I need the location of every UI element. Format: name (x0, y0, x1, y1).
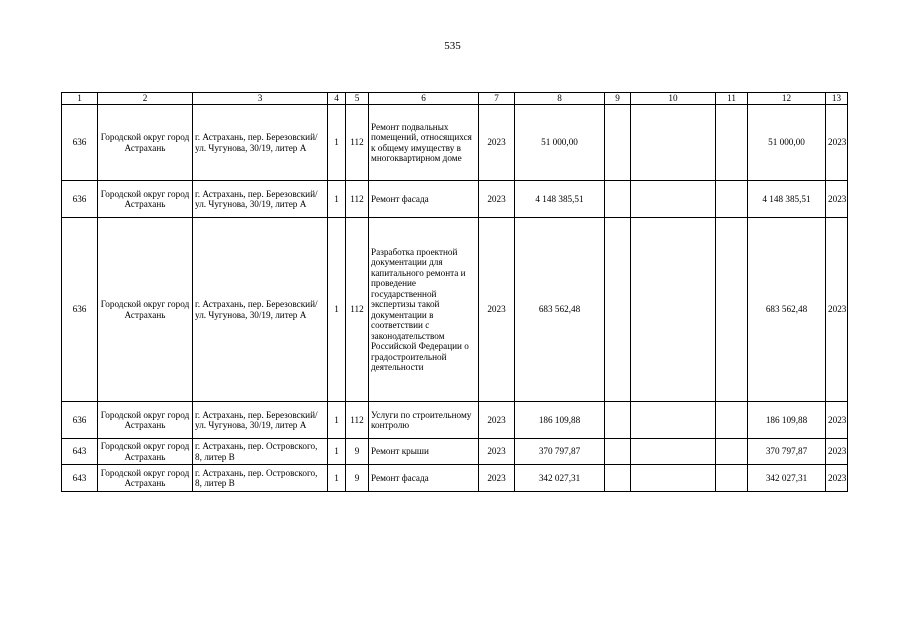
header-cell: 4 (328, 93, 346, 105)
table-row (62, 105, 848, 181)
cell-address: г. Астрахань, пер. Березовский/ ул. Чугунова, 30/19, литер А (193, 181, 328, 218)
cell-col5: 9 (346, 439, 369, 465)
cell-address: г. Астрахань, пер. Березовский/ ул. Чугунова, 30/19, литер А (193, 105, 328, 181)
cell-col5: 112 (346, 105, 369, 181)
header-cell: 5 (346, 93, 369, 105)
cell-col10 (631, 218, 716, 402)
cell-year: 2023 (479, 465, 515, 492)
cell-number: 636 (62, 402, 98, 439)
header-cell: 2 (98, 93, 193, 105)
cell-number: 643 (62, 439, 98, 465)
cell-address: г. Астрахань, пер. Березовский/ ул. Чугунова, 30/19, литер А (193, 218, 328, 402)
header-cell: 13 (826, 93, 848, 105)
cell-address: г. Астрахань, пер. Островского, 8, литер В (193, 465, 328, 492)
cell-col5: 9 (346, 465, 369, 492)
cell-col4: 1 (328, 218, 346, 402)
cell-col12: 342 027,31 (748, 465, 826, 492)
cell-col13: 2023 (826, 105, 848, 181)
cell-work-type: Ремонт крыши (369, 439, 479, 465)
cell-address: г. Астрахань, пер. Островского, 8, литер В (193, 439, 328, 465)
cell-col12: 186 109,88 (748, 402, 826, 439)
cell-col10 (631, 181, 716, 218)
cell-cost: 51 000,00 (515, 105, 605, 181)
cell-col11 (716, 465, 748, 492)
cell-work-type: Услуги по строительному контролю (369, 402, 479, 439)
cell-col13: 2023 (826, 439, 848, 465)
table-row (62, 465, 848, 492)
cell-address: г. Астрахань, пер. Березовский/ ул. Чугунова, 30/19, литер А (193, 402, 328, 439)
cell-col4: 1 (328, 402, 346, 439)
cell-col13: 2023 (826, 465, 848, 492)
cell-col9 (605, 402, 631, 439)
cell-col9 (605, 105, 631, 181)
cell-col12: 370 797,87 (748, 439, 826, 465)
cell-col11 (716, 402, 748, 439)
cell-col12: 683 562,48 (748, 218, 826, 402)
cell-work-type: Ремонт подвальных помещений, относящихся к общему имуществу в многоквартирном доме (369, 105, 479, 181)
cell-cost: 370 797,87 (515, 439, 605, 465)
cell-col4: 1 (328, 465, 346, 492)
cell-col10 (631, 402, 716, 439)
cell-col10 (631, 465, 716, 492)
cell-col10 (631, 439, 716, 465)
table-row (62, 439, 848, 465)
cell-col13: 2023 (826, 402, 848, 439)
page-number: 535 (444, 40, 461, 52)
header-cell: 12 (748, 93, 826, 105)
table-row (62, 218, 848, 402)
cell-col9 (605, 439, 631, 465)
cell-cost: 342 027,31 (515, 465, 605, 492)
cell-year: 2023 (479, 402, 515, 439)
header-row (62, 93, 848, 105)
header-cell: 8 (515, 93, 605, 105)
cell-col9 (605, 218, 631, 402)
cell-year: 2023 (479, 105, 515, 181)
table-row (62, 181, 848, 218)
header-cell: 7 (479, 93, 515, 105)
cell-municipality: Городской округ город Астрахань (98, 439, 193, 465)
cell-work-type: Ремонт фасада (369, 181, 479, 218)
header-cell: 3 (193, 93, 328, 105)
cell-cost: 4 148 385,51 (515, 181, 605, 218)
header-cell: 6 (369, 93, 479, 105)
cell-col5: 112 (346, 218, 369, 402)
header-cell: 9 (605, 93, 631, 105)
cell-year: 2023 (479, 218, 515, 402)
cell-municipality: Городской округ город Астрахань (98, 218, 193, 402)
cell-work-type: Разработка проектной документации для капитального ремонта и проведение государственной экспертизы такой документации в соответствии с законодательством Российской Федерации о градостроительной деятельности (369, 218, 479, 402)
cell-col13: 2023 (826, 181, 848, 218)
cell-municipality: Городской округ город Астрахань (98, 402, 193, 439)
cell-number: 643 (62, 465, 98, 492)
cell-number: 636 (62, 105, 98, 181)
cell-col5: 112 (346, 402, 369, 439)
cell-number: 636 (62, 218, 98, 402)
table-row (62, 402, 848, 439)
cell-cost: 683 562,48 (515, 218, 605, 402)
cell-col10 (631, 105, 716, 181)
cell-col12: 4 148 385,51 (748, 181, 826, 218)
cell-municipality: Городской округ город Астрахань (98, 181, 193, 218)
header-cell: 1 (62, 93, 98, 105)
cell-year: 2023 (479, 439, 515, 465)
header-cell: 10 (631, 93, 716, 105)
cell-col11 (716, 105, 748, 181)
cell-municipality: Городской округ город Астрахань (98, 105, 193, 181)
cell-municipality: Городской округ город Астрахань (98, 465, 193, 492)
cell-col9 (605, 181, 631, 218)
cell-work-type: Ремонт фасада (369, 465, 479, 492)
cell-col12: 51 000,00 (748, 105, 826, 181)
capital-repair-table (61, 92, 848, 492)
cell-number: 636 (62, 181, 98, 218)
cell-col13: 2023 (826, 218, 848, 402)
cell-year: 2023 (479, 181, 515, 218)
header-cell: 11 (716, 93, 748, 105)
cell-col11 (716, 181, 748, 218)
cell-col4: 1 (328, 439, 346, 465)
cell-col5: 112 (346, 181, 369, 218)
cell-col9 (605, 465, 631, 492)
cell-col11 (716, 218, 748, 402)
cell-cost: 186 109,88 (515, 402, 605, 439)
cell-col11 (716, 439, 748, 465)
cell-col4: 1 (328, 181, 346, 218)
cell-col4: 1 (328, 105, 346, 181)
